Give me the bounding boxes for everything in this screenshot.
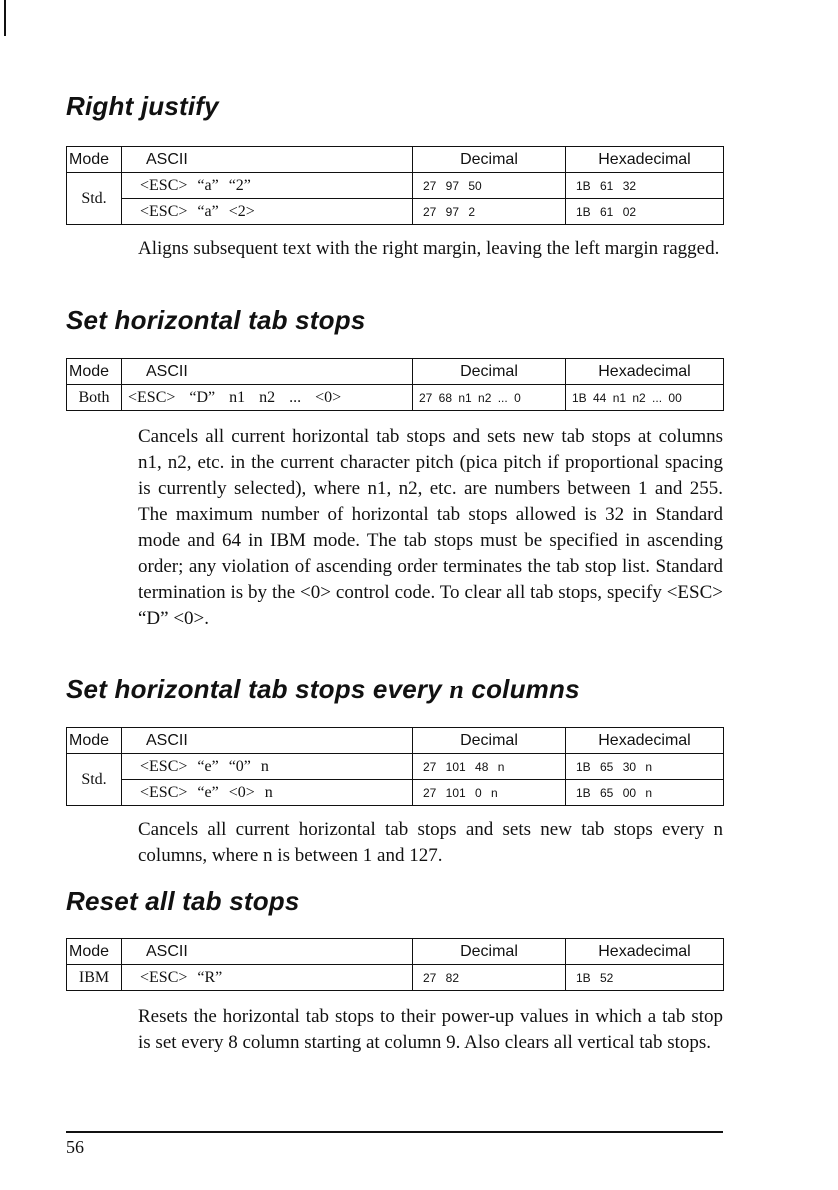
section-heading-tab-every-n xyxy=(66,674,580,705)
mode-cell: Std. xyxy=(67,754,122,806)
table-header-row xyxy=(67,147,724,173)
header-ascii: ASCII xyxy=(122,728,413,754)
table-row xyxy=(67,965,724,991)
heading-text-suffix: columns xyxy=(471,674,580,704)
mode-cell: Both xyxy=(67,385,122,411)
ascii-cell: <ESC> “e” <0> n xyxy=(122,780,413,806)
hex-cell: 1B 44 n1 n2 ... 00 xyxy=(566,385,724,411)
reset-tabs-description: Resets the horizontal tab stops to their power-up values in which a tab stop is set every 8 column starting at column 9. Also clears all vertical tab stops. xyxy=(138,1006,723,1053)
table-header-row xyxy=(67,939,724,965)
reset-tabs-command-table xyxy=(66,938,724,991)
decimal-cell: 27 97 2 xyxy=(413,199,566,225)
header-hexadecimal: Hexadecimal xyxy=(566,728,724,754)
header-mode: Mode xyxy=(67,359,122,385)
header-mode: Mode xyxy=(67,728,122,754)
header-decimal: Decimal xyxy=(413,359,566,385)
header-hexadecimal: Hexadecimal xyxy=(566,939,724,965)
header-decimal: Decimal xyxy=(413,728,566,754)
header-decimal: Decimal xyxy=(413,939,566,965)
header-hexadecimal: Hexadecimal xyxy=(566,147,724,173)
tab-every-n-description: Cancels all current horizontal tab stops and sets new tab stops every n columns, where n is between 1 and 127. xyxy=(138,819,723,866)
mode-cell: Std. xyxy=(67,173,122,225)
heading-variable-n: n xyxy=(449,675,464,704)
set-tab-stops-command-table xyxy=(66,358,724,411)
header-mode: Mode xyxy=(67,147,122,173)
table-row xyxy=(67,199,724,225)
section-heading-right-justify: Right justify xyxy=(66,91,219,121)
header-ascii: ASCII xyxy=(122,939,413,965)
margin-tick-mark xyxy=(4,0,6,36)
decimal-cell: 27 97 50 xyxy=(413,173,566,199)
table-header-row xyxy=(67,359,724,385)
decimal-cell: 27 101 0 n xyxy=(413,780,566,806)
tab-every-n-command-table xyxy=(66,727,724,806)
hex-cell: 1B 61 32 xyxy=(566,173,724,199)
ascii-cell: <ESC> “D” n1 n2 ... <0> xyxy=(122,385,413,411)
hex-cell: 1B 61 02 xyxy=(566,199,724,225)
hex-cell: 1B 52 xyxy=(566,965,724,991)
header-ascii: ASCII xyxy=(122,147,413,173)
ascii-cell: <ESC> “a” <2> xyxy=(122,199,413,225)
footer-rule xyxy=(66,1131,723,1133)
table-header-row xyxy=(67,728,724,754)
hex-cell: 1B 65 00 n xyxy=(566,780,724,806)
section-heading-reset-tabs: Reset all tab stops xyxy=(66,886,300,916)
right-justify-description: Aligns subsequent text with the right margin, leaving the left margin ragged. xyxy=(138,238,720,259)
header-hexadecimal: Hexadecimal xyxy=(566,359,724,385)
ascii-cell: <ESC> “R” xyxy=(122,965,413,991)
ascii-cell: <ESC> “e” “0” n xyxy=(122,754,413,780)
table-row xyxy=(67,754,724,780)
header-decimal: Decimal xyxy=(413,147,566,173)
table-row xyxy=(67,385,724,411)
decimal-cell: 27 68 n1 n2 ... 0 xyxy=(413,385,566,411)
decimal-cell: 27 82 xyxy=(413,965,566,991)
decimal-cell: 27 101 48 n xyxy=(413,754,566,780)
mode-cell: IBM xyxy=(67,965,122,991)
page-number: 56 xyxy=(66,1137,84,1157)
table-row xyxy=(67,780,724,806)
right-justify-command-table xyxy=(66,146,724,225)
table-row xyxy=(67,173,724,199)
heading-text-prefix: Set horizontal tab stops every xyxy=(66,674,442,704)
header-mode: Mode xyxy=(67,939,122,965)
header-ascii: ASCII xyxy=(122,359,413,385)
section-heading-set-tab-stops: Set horizontal tab stops xyxy=(66,305,366,335)
hex-cell: 1B 65 30 n xyxy=(566,754,724,780)
set-tab-stops-description: Cancels all current horizontal tab stops and sets new tab stops at columns n1, n2, etc. in the current character pitch (pica pitch if proportional spacing is currently selected), where n1, n2, etc. are numbers between 1 and 255. The maximum number of horizontal tab stops allowed is 32 in Standard mode and 64 in IBM mode. The tab stops must be specified in ascending order; any violation of ascending order terminates the tab stop list. Standard termination is by the <0> control code. To clear all tab stops, specify <ESC> “D” <0>. xyxy=(138,426,723,629)
ascii-cell: <ESC> “a” “2” xyxy=(122,173,413,199)
